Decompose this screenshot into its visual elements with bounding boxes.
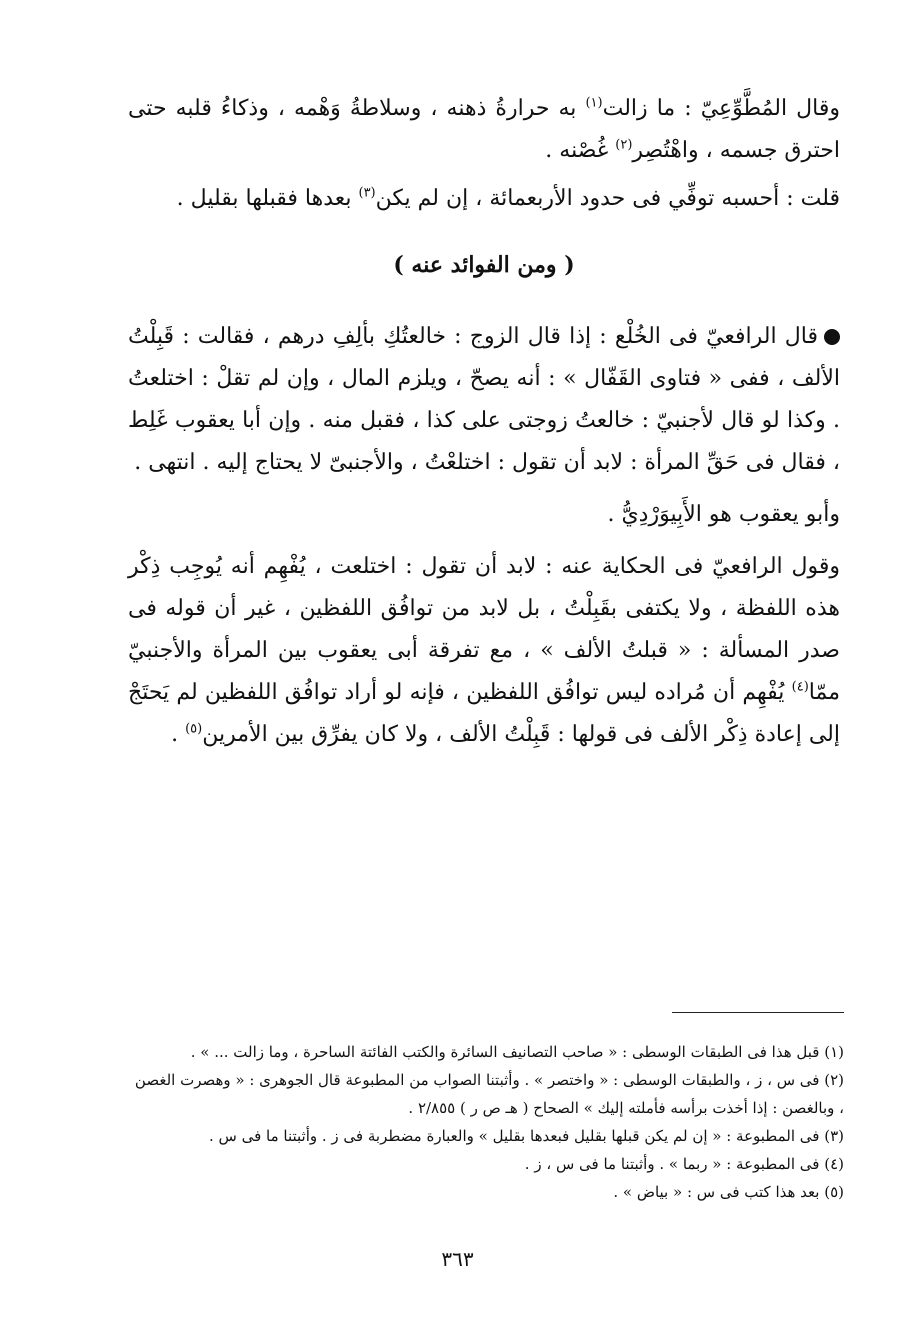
paragraph-2-text-b: بعدها فقبلها بقليل . bbox=[176, 186, 359, 211]
footnote-ref-5: (٥) bbox=[185, 721, 203, 737]
paragraph-3 bbox=[128, 316, 840, 484]
footnote-divider bbox=[672, 1012, 844, 1013]
paragraph-1-text-b: به حرارةُ ذهنه ، وسلاطةُ وَهْمه ، وذكاءُ قلبه حتى احترق جسمه ، واهْتُصِر bbox=[128, 96, 840, 163]
paragraph-5-text-b: يُفْهِم أن مُراده ليس توافُق اللفظين ، فإنه لو أراد توافُق اللفظين لم يَحتَجْ إلى إعادة ذِكْر الألف فى قولها : قَبِلْتُ الألف ، ولا كان يفرِّق بين الأمرين bbox=[128, 680, 840, 747]
footnote-ref-3: (٣) bbox=[358, 185, 376, 201]
footnote-2: (٢) فى س ، ز ، والطبقات الوسطى : « واختصر » . وأثبتنا الصواب من المطبوعة قال الجوهرى : « وهصرت الغصن ، وبالغصن : إذا أخذت برأسه فأملته إليك » الصحاح ( هـ ص ر ) ٢/٨٥٥ . bbox=[134, 1071, 844, 1117]
paragraph-4: وأبو يعقوب هو الأَبِيوَرْدِيُّ . bbox=[607, 502, 840, 527]
footnote-1: (١) قبل هذا فى الطبقات الوسطى : « صاحب التصانيف السائرة والكتب الفائتة الساحرة ، وما زالت ... » . bbox=[190, 1043, 844, 1061]
paragraph-3-text: قال الرافعيّ فى الخُلْع : إذا قال الزوج : خالعتُكِ بألِفِ درهم ، فقالت : قَبِلْتُ الألف ، ففى « فتاوى القَفّال » : أنه يصحّ ، ويلزم المال ، وإن لم تقلْ : اختلعتُ . وكذا لو قال لأجنبيّ : خالعتُ زوجتى على كذا ، فقبل منه . وإن أبا يعقوب غَلِط ، فقال فى حَقِّ المرأة : لابد أن تقول : اختلعْتُ ، والأجنبىّ لا يحتاج إليه . انتهى . bbox=[128, 324, 840, 475]
paragraph-1-text-c: غُصْنه . bbox=[545, 138, 616, 163]
footnote-3: (٣) فى المطبوعة : « إن لم يكن قبلها بقليل فبعدها بقليل » والعبارة مضطربة فى ز . وأثبتنا ما فى س . bbox=[208, 1127, 844, 1145]
paragraph-1 bbox=[128, 88, 840, 172]
paragraph-5-text-c: . bbox=[171, 722, 186, 747]
page-number: ٣٦٣ bbox=[441, 1247, 474, 1271]
footnote-4: (٤) فى المطبوعة : « ربما » . وأثبتنا ما فى س ، ز . bbox=[524, 1155, 844, 1173]
paragraph-5 bbox=[128, 546, 840, 756]
footnote-ref-2: (٢) bbox=[615, 137, 633, 153]
section-heading: ( ومن الفوائد عنه ) bbox=[393, 252, 575, 278]
footnote-ref-1: (١) bbox=[585, 95, 603, 111]
paragraph-2 bbox=[128, 178, 840, 220]
footnote-5: (٥) بعد هذا كتب فى س : « بياض » . bbox=[613, 1183, 844, 1201]
paragraph-5-text-a: وقول الرافعيّ فى الحكاية عنه : لابد أن تقول : اختلعت ، يُفْهِم أنه يُوجِب ذِكْر هذه اللفظة ، ولا يكتفى بقَبِلْتُ ، بل لابد من توافُق اللفظين ، غير أن قوله فى صدر المسألة : « قبلتُ الألف » ، مع تفرقة أبى يعقوب بين المرأة والأجنبيّ ممّا bbox=[128, 554, 840, 705]
bullet-dot-icon bbox=[824, 329, 840, 345]
footnote-ref-4: (٤) bbox=[791, 679, 809, 695]
main-text bbox=[128, 88, 840, 766]
paragraph-2-text-a: قلت : أحسبه توفِّي فى حدود الأربعمائة ، إن لم يكن bbox=[375, 186, 840, 211]
paragraph-1-text-a: وقال المُطَّوِّعِيّ : ما زالت bbox=[602, 96, 840, 121]
footnotes-section bbox=[128, 1038, 844, 1206]
